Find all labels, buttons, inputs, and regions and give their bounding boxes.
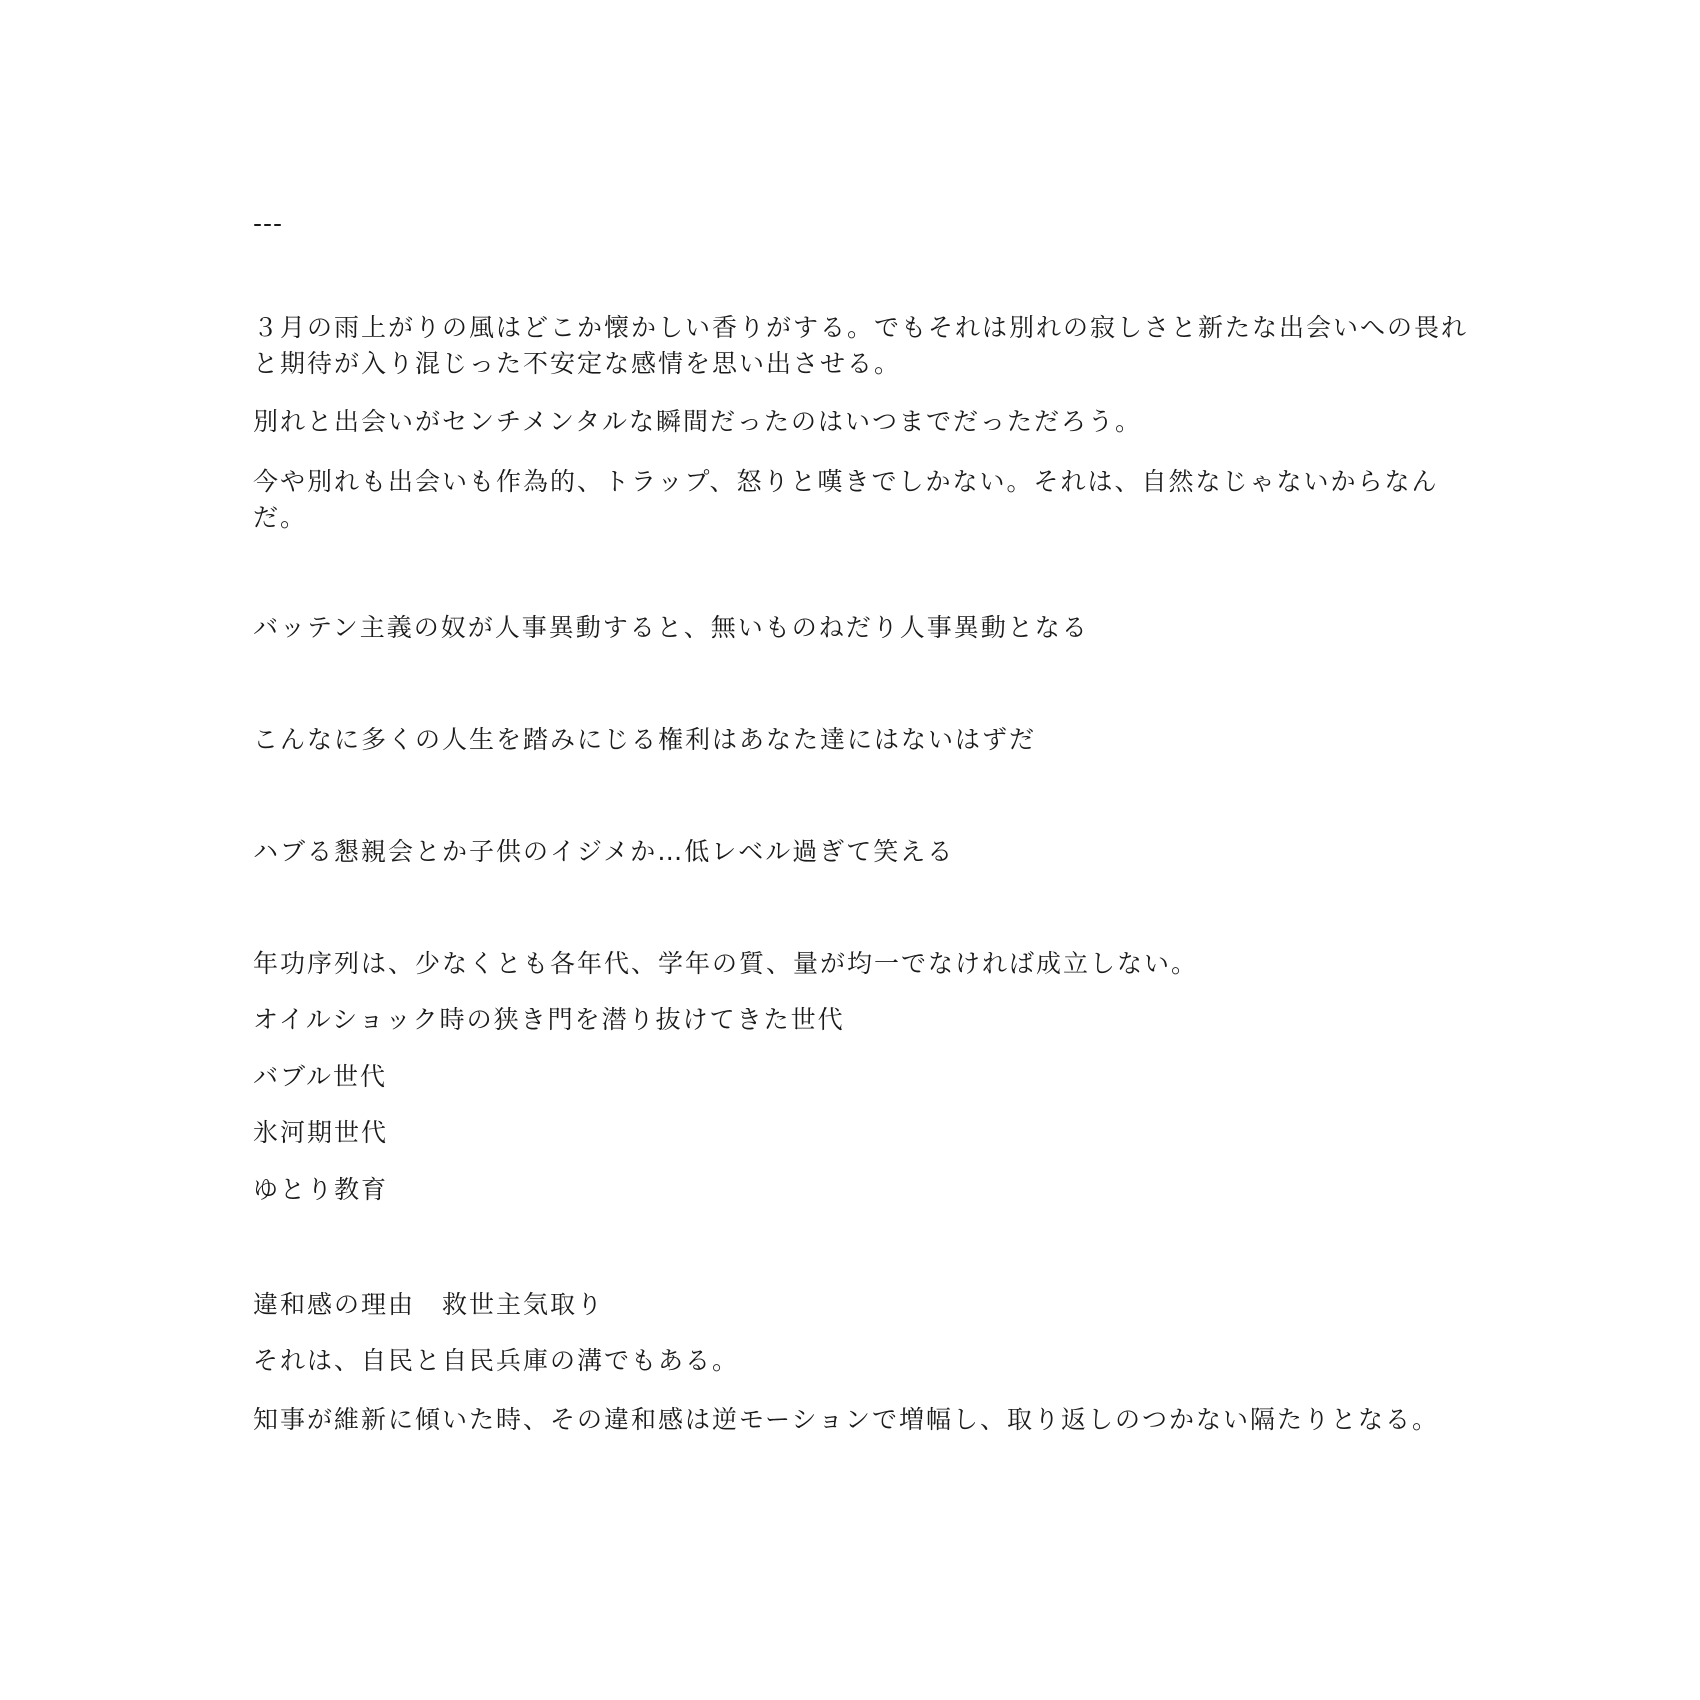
- paragraph-seniority-system: 年功序列は、少なくとも各年代、学年の質、量が均一でなければ成立しない。: [253, 949, 1199, 978]
- paragraph-artificial-partings: 今や別れも出会いも作為的、トラップ、怒りと嘆きでしかない。それは、自然なじゃないからなんだ。: [253, 467, 1439, 532]
- list-item-ice-age-generation: 氷河期世代: [253, 1118, 389, 1147]
- paragraph-no-right: こんなに多くの人生を踏みにじる権利はあなた達にはないはずだ: [253, 725, 1037, 754]
- list-item-oil-shock-generation: オイルショック時の狭き門を潜り抜けてきた世代: [253, 1005, 845, 1034]
- paragraph-sentimental-moment: 別れと出会いがセンチメンタルな瞬間だったのはいつまでだっただろう。: [253, 407, 1143, 436]
- list-item-yutori-education: ゆとり教育: [253, 1175, 389, 1204]
- list-item-bubble-generation: バブル世代: [253, 1062, 388, 1091]
- paragraph-personnel-transfer: バッテン主義の奴が人事異動すると、無いものねだり人事異動となる: [253, 613, 1089, 642]
- separator-line: ---: [253, 209, 284, 238]
- paragraph-spring-wind: ３月の雨上がりの風はどこか懐かしい香りがする。でもそれは別れの寂しさと新たな出会いへの畏れと期待が入り混じった不安定な感情を思い出させる。: [253, 313, 1469, 378]
- paragraph-ldp-rift: それは、自民と自民兵庫の溝でもある。: [253, 1346, 740, 1375]
- paragraph-reason-for-discomfort: 違和感の理由 救世主気取り: [253, 1290, 605, 1319]
- paragraph-exclusion-party: ハブる懇親会とか子供のイジメか…低レベル過ぎて笑える: [253, 837, 955, 866]
- paragraph-governor-ishin: 知事が維新に傾いた時、その違和感は逆モーションで増幅し、取り返しのつかない隔たりとなる。: [253, 1405, 1440, 1434]
